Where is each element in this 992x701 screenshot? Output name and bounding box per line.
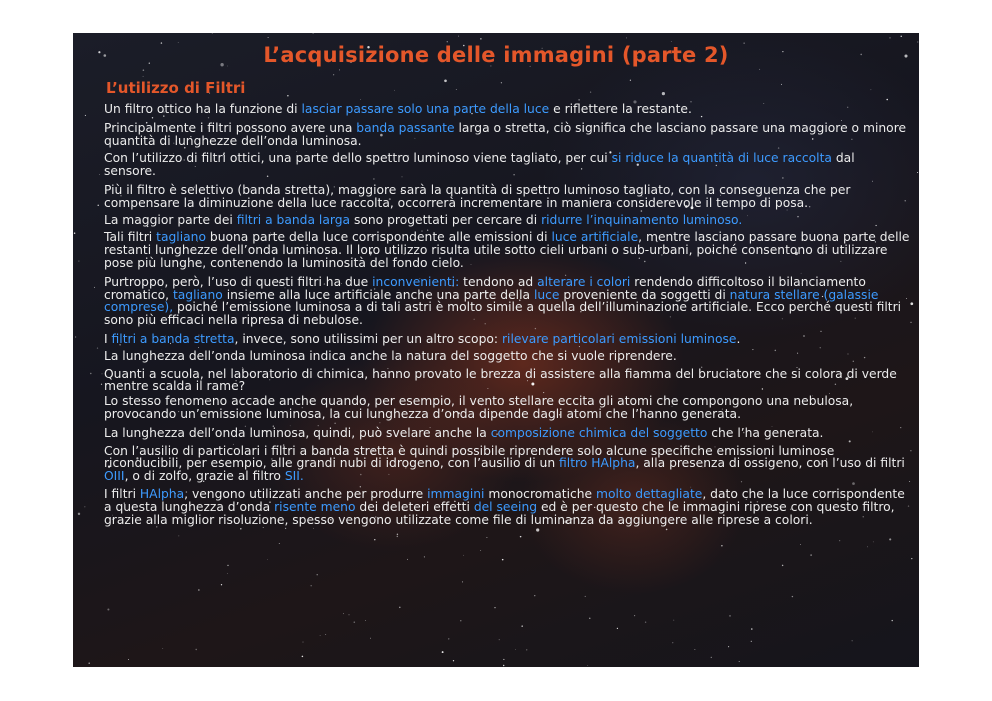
star — [751, 641, 752, 642]
star — [227, 573, 228, 574]
star — [285, 528, 286, 529]
paragraph-text: I — [104, 331, 112, 346]
star — [759, 69, 760, 70]
star — [374, 539, 375, 540]
star — [313, 528, 314, 529]
star — [311, 585, 312, 586]
star — [97, 348, 98, 349]
star — [198, 589, 199, 590]
star — [320, 635, 321, 636]
star — [442, 651, 444, 653]
star — [85, 115, 86, 116]
highlighted-term: molto dettagliate — [596, 486, 703, 501]
paragraph-8 — [104, 333, 910, 346]
star — [94, 287, 95, 288]
star — [486, 537, 487, 538]
star — [317, 574, 318, 575]
star — [394, 90, 395, 91]
paragraph-3 — [104, 152, 910, 178]
star — [889, 538, 891, 540]
highlighted-term: tagliano — [156, 230, 206, 245]
paragraph-text: Con l’ausilio di particolari i filtri a banda stretta è quindi possibile riprendere solo alcune specifiche emissioni luminose riconducibili, per esempio, alle grandi nubi di idrogeno, con l’ausilio di un — [104, 443, 835, 471]
star — [503, 665, 504, 666]
star — [263, 527, 264, 528]
paragraph-text: , vengono utilizzati anche per produrre — [184, 486, 428, 501]
star — [634, 615, 635, 616]
star — [910, 322, 911, 323]
star — [501, 82, 502, 83]
star — [792, 596, 793, 597]
paragraph-5 — [104, 214, 910, 227]
star — [590, 91, 591, 92]
star — [810, 554, 811, 555]
star — [502, 559, 504, 561]
star — [751, 628, 753, 630]
star — [370, 638, 371, 639]
star — [739, 661, 740, 662]
paragraph-text: Più il filtro è selettivo (banda stretta), maggiore sarà la quantità di spettro luminoso tagliato, con la conseguenza che per compensare la diminuzione della luce raccolta, occorrerà incrementare in maniera considerevole il tempo di posa. — [104, 182, 851, 210]
star — [515, 649, 516, 650]
paragraph-text: poiché l’emissione luminosa a di tali astri è molto simile a quella dell’illuminazione artificiale. Ecco perché questi filtri sono più efficaci nella ripresa di nebulose. — [104, 300, 902, 328]
paragraph-text: larga o stretta, ciò significa che lasciano passare una maggiore o minore quantità di lunghezze dell’onda luminosa. — [104, 120, 907, 148]
star — [456, 89, 457, 90]
paragraph-text: Principalmente i filtri possono avere una — [104, 120, 357, 135]
star — [587, 665, 588, 666]
paragraph-list — [104, 103, 910, 526]
star — [78, 513, 80, 515]
paragraph-text: sono progettati per cercare di — [350, 212, 542, 227]
section-subtitle: L’utilizzo di Filtri — [106, 79, 246, 97]
paragraph-text: insieme alla luce artificiale anche una parte della — [222, 287, 534, 302]
paragraph-text: , invece, sono utilissimi per un altro scopo: — [234, 331, 502, 346]
star — [360, 99, 361, 100]
highlighted-term: inconvenienti: — [372, 274, 460, 289]
star — [444, 79, 447, 82]
highlighted-term: filtri a banda stretta — [111, 331, 235, 346]
star — [156, 526, 157, 527]
paragraph-text: Tali filtri — [104, 230, 157, 245]
highlighted-term: filtri a banda larga — [236, 212, 351, 227]
star — [128, 659, 129, 660]
highlighted-term: tagliano — [172, 287, 223, 302]
star — [397, 536, 399, 538]
star — [521, 625, 523, 627]
star — [268, 37, 269, 38]
paragraph-1 — [104, 103, 910, 116]
highlighted-term: luce artificiale — [551, 230, 639, 245]
star — [728, 646, 729, 647]
star — [695, 649, 696, 650]
highlighted-term: rilevare particolari emissioni luminose — [501, 331, 737, 346]
paragraph-14 — [104, 488, 910, 526]
paragraph-text: che l’ha generata. — [707, 425, 824, 440]
star — [480, 38, 481, 39]
star — [98, 205, 99, 206]
paragraph-12 — [104, 427, 910, 440]
star — [302, 656, 304, 658]
star — [852, 640, 853, 641]
star — [212, 33, 213, 34]
paragraph-text: e riflettere la restante. — [549, 102, 692, 116]
star — [90, 373, 91, 374]
star — [645, 622, 646, 623]
star — [178, 535, 179, 536]
star — [287, 95, 288, 96]
star — [911, 558, 912, 559]
star — [303, 642, 304, 643]
star — [343, 613, 344, 614]
star — [354, 621, 356, 623]
star — [886, 99, 888, 101]
star — [102, 374, 103, 375]
paragraph-text: rendendo difficoltoso il bilanciamento cromatico, — [104, 274, 866, 302]
paragraph-7 — [104, 276, 910, 327]
paragraph-13 — [104, 445, 910, 483]
star — [782, 565, 784, 567]
star — [910, 450, 911, 451]
highlighted-term: luce — [533, 287, 560, 302]
star — [503, 659, 504, 660]
star — [494, 607, 495, 608]
paragraph-10 — [104, 368, 910, 394]
paragraph-text: , dato che la luce corrispondente a questa lunghezza d’onda — [104, 486, 905, 514]
star — [781, 84, 782, 85]
star — [448, 638, 449, 639]
star — [585, 596, 586, 597]
paragraph-6 — [104, 231, 910, 269]
star — [312, 33, 313, 34]
star — [453, 660, 454, 661]
star — [227, 565, 228, 566]
paragraph-text: Un filtro ottico ha la funzione di — [104, 102, 302, 116]
star — [589, 618, 590, 619]
paragraph-text: Purtroppo, però, l’uso di questi filtri ha due — [104, 274, 373, 289]
star — [407, 559, 408, 560]
highlighted-term: si riduce la quantità di luce raccolta — [611, 151, 832, 166]
highlighted-term: OIII — [104, 469, 125, 484]
star — [673, 620, 674, 621]
star — [101, 384, 102, 385]
star — [917, 172, 918, 173]
highlighted-term: banda passante — [356, 120, 455, 135]
paragraph-text: proveniente da soggetti di — [559, 287, 730, 302]
star — [901, 36, 902, 37]
star — [78, 261, 79, 262]
star — [873, 542, 874, 543]
star — [721, 545, 722, 546]
paragraph-2 — [104, 122, 910, 148]
slide-title: L’acquisizione delle immagini (parte 2) — [263, 43, 729, 67]
paragraph-text: La lunghezza dell’onda luminosa, quindi, può svelare anche la — [104, 425, 491, 440]
paragraph-text: La lunghezza dell’onda luminosa indica anche la natura del soggetto che si vuole riprendere. — [104, 348, 677, 363]
star — [839, 540, 840, 541]
paragraph-text: ed è per questo che le immagini riprese con questo filtro, grazie alla miglior risoluzione, spesso vengono utilizzate come file di luminanza da aggiungere alle riprese a colori. — [104, 499, 895, 527]
star — [267, 559, 268, 560]
paragraph-text: dal sensore. — [104, 151, 855, 179]
star — [671, 41, 672, 42]
star — [99, 174, 100, 175]
star — [460, 620, 461, 621]
star — [75, 336, 76, 337]
star — [617, 628, 618, 629]
highlighted-term: lasciar passare solo una parte della luce — [301, 102, 550, 116]
star — [711, 657, 712, 658]
highlighted-term: HAlpha — [139, 486, 185, 501]
star — [143, 76, 144, 77]
star — [463, 555, 464, 556]
star — [240, 528, 242, 530]
paragraph-9 — [104, 350, 910, 363]
star — [365, 620, 366, 621]
star — [578, 99, 579, 100]
paragraph-text: Lo stesso fenomeno accade anche quando, per esempio, il vento stellare eccita gli atomi che compongono una nebulosa, provocando un’emissione luminosa, la cui lunghezza d’onda dipende dagli atomi che l’hanno generata. — [104, 394, 854, 421]
paragraph-text: tendono ad — [459, 274, 538, 289]
star — [462, 581, 463, 582]
paragraph-text: dei deleteri effetti — [355, 499, 474, 514]
star — [626, 37, 627, 38]
star — [424, 556, 425, 557]
star — [889, 37, 890, 38]
star — [85, 507, 86, 508]
paragraph-text: , mentre lasciano passare buona parte delle restanti lunghezze dell’onda luminosa. Il loro utilizzo risulta utile sotto cieli urbani o sub-urbani, poiché consentono di utilizzare pose più lunghe, contenendo la luminosità del fondo cielo. — [104, 230, 910, 270]
star — [325, 634, 326, 635]
star — [534, 595, 535, 596]
highlighted-term: alterare i colori — [537, 274, 631, 289]
star — [397, 534, 398, 535]
paragraph-text: I filtri — [104, 486, 140, 501]
slide — [73, 33, 919, 667]
star — [526, 649, 527, 650]
star — [74, 232, 75, 233]
star — [662, 92, 665, 95]
star — [339, 69, 340, 70]
highlighted-term: del seeing — [473, 499, 538, 514]
star — [221, 584, 222, 585]
star — [458, 36, 459, 37]
highlighted-term: immagini — [427, 486, 485, 501]
highlighted-term: composizione chimica del soggetto — [490, 425, 708, 440]
star — [499, 639, 500, 640]
highlighted-term: natura stellare (galassie comprese), — [104, 287, 879, 315]
star — [666, 529, 668, 531]
star — [162, 648, 163, 649]
star — [195, 649, 196, 650]
star — [729, 615, 730, 616]
paragraph-text: Con l’utilizzo di filtri ottici, una parte dello spettro luminoso viene tagliato, per cui — [104, 151, 612, 166]
paragraph-11 — [104, 395, 910, 421]
star — [910, 302, 913, 305]
star — [399, 607, 400, 608]
highlighted-term: SII. — [284, 469, 304, 484]
paragraph-text: Quanti a scuola, nel laboratorio di chimica, hanno provato le brezza di assistere alla fiamma del bruciatore che si colora di verde mentre scalda il rame? — [104, 366, 897, 394]
star — [536, 528, 539, 531]
star — [800, 544, 801, 545]
paragraph-text: monocromatiche — [484, 486, 597, 501]
star — [333, 74, 334, 75]
highlighted-term: risente meno — [274, 499, 356, 514]
highlighted-term: ridurre l’inquinamento luminoso. — [541, 212, 743, 227]
star — [143, 69, 145, 71]
paragraph-4 — [104, 184, 910, 210]
star — [107, 608, 109, 610]
star — [88, 662, 89, 663]
star — [630, 80, 631, 81]
paragraph-text: , o di zolfo, grazie al filtro — [124, 469, 285, 484]
star — [348, 614, 349, 615]
highlighted-term: filtro HAlpha — [559, 456, 636, 471]
paragraph-text: . — [736, 331, 741, 346]
star — [867, 546, 868, 547]
paragraph-text: La maggior parte dei — [104, 212, 237, 227]
paragraph-text: , alla presenza di ossigeno, con l’uso di filtri — [635, 456, 905, 471]
star — [279, 543, 280, 544]
star — [520, 536, 522, 538]
star — [892, 620, 893, 621]
paragraph-text: buona parte della luce corrispondente alle emissioni di — [205, 230, 552, 245]
star — [871, 89, 872, 90]
star — [672, 642, 673, 643]
star — [480, 550, 481, 551]
